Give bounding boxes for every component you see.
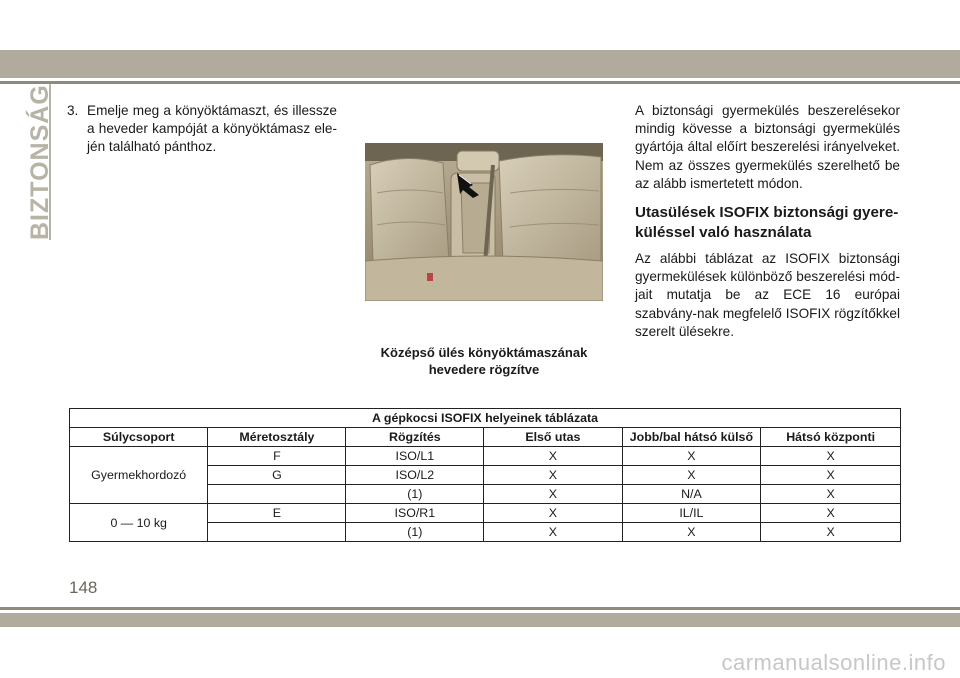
table-cell: X bbox=[622, 466, 761, 485]
table-cell: ISO/R1 bbox=[346, 504, 484, 523]
header-band bbox=[0, 50, 960, 78]
header-cell: Jobb/bal hátsó külső bbox=[622, 428, 761, 447]
step-number: 3. bbox=[67, 103, 79, 118]
table-cell: X bbox=[622, 447, 761, 466]
table-cell: X bbox=[761, 504, 901, 523]
table-cell: ISO/L2 bbox=[346, 466, 484, 485]
table-cell: X bbox=[484, 466, 622, 485]
table-cell: X bbox=[622, 523, 761, 542]
page-number: 148 bbox=[69, 578, 98, 597]
header-rule bbox=[0, 81, 960, 84]
section-heading: Utasülések ISOFIX biztonsági gyere-küléssel való használata bbox=[635, 204, 899, 241]
table-cell: X bbox=[484, 504, 622, 523]
table-cell: X bbox=[761, 485, 901, 504]
step-text: Emelje meg a könyöktámaszt, és illessze a heveder kampóját a könyöktámasz ele-jén található pánthoz. bbox=[87, 103, 337, 154]
body-paragraph: Az alábbi táblázat az ISOFIX biztonsági gyermekülések különböző beszerelési mód-jait mutatja be az ECE 16 európai szabvány-nak megfelelő ISOFIX rögzítőkkel szerelt ülésekre. bbox=[635, 251, 900, 339]
caption-line-1: Középső ülés könyöktámaszának bbox=[380, 345, 588, 360]
header-cell: Súlycsoport bbox=[70, 428, 208, 447]
group-cell: Gyermekhordozó bbox=[70, 447, 208, 504]
isofix-table bbox=[69, 408, 901, 542]
table-cell: N/A bbox=[622, 485, 761, 504]
footer-rule bbox=[0, 607, 960, 610]
header-cell: Rögzítés bbox=[346, 428, 484, 447]
header-cell: Méretosztály bbox=[208, 428, 346, 447]
table-title: A gépkocsi ISOFIX helyeinek táblázata bbox=[70, 409, 901, 428]
step-3 bbox=[67, 102, 337, 156]
table-row bbox=[70, 447, 901, 466]
watermark: carmanualsonline.info bbox=[721, 650, 946, 675]
footer-band bbox=[0, 613, 960, 627]
table-cell: X bbox=[761, 523, 901, 542]
table-cell: ISO/L1 bbox=[346, 447, 484, 466]
group-cell: 0 — 10 kg bbox=[70, 504, 208, 542]
table-cell bbox=[208, 523, 346, 542]
table-cell: IL/IL bbox=[622, 504, 761, 523]
table-cell: E bbox=[208, 504, 346, 523]
table-cell: X bbox=[484, 447, 622, 466]
intro-paragraph: A biztonsági gyermekülés beszerelésekor mindig kövesse a biztonsági gyermekülés gyártója által előírt beszerelési irányelveket. Nem az összes gyermekülés szerelhető be az alább ismertetett módon. bbox=[635, 103, 900, 191]
table-cell bbox=[208, 485, 346, 504]
table-cell: X bbox=[761, 447, 901, 466]
table-cell: (1) bbox=[346, 485, 484, 504]
table-cell: G bbox=[208, 466, 346, 485]
table-cell: F bbox=[208, 447, 346, 466]
section-side-title: BIZTONSÁG bbox=[26, 84, 54, 240]
rear-seat-photo bbox=[365, 143, 603, 301]
table-cell: X bbox=[484, 523, 622, 542]
header-cell: Hátsó központi bbox=[761, 428, 901, 447]
table-cell: (1) bbox=[346, 523, 484, 542]
figure-caption bbox=[352, 344, 616, 378]
table-cell: X bbox=[761, 466, 901, 485]
header-cell: Első utas bbox=[484, 428, 622, 447]
rear-seat-illustration bbox=[365, 143, 603, 301]
table-row bbox=[70, 504, 901, 523]
caption-line-2: hevedere rögzítve bbox=[428, 362, 540, 377]
right-column bbox=[635, 102, 900, 341]
table-cell: X bbox=[484, 485, 622, 504]
